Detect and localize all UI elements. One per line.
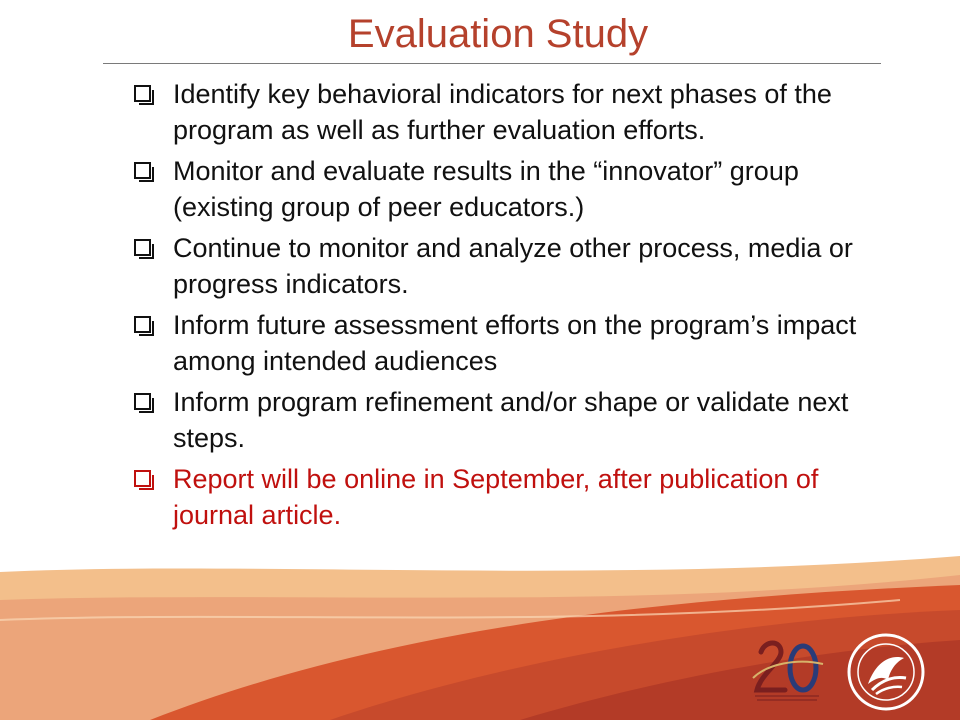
owh-20-logo-icon	[747, 634, 827, 706]
bullet-item	[128, 230, 858, 302]
checkbox-square-icon	[134, 162, 151, 179]
bullet-list	[128, 76, 858, 538]
bullet-text: Continue to monitor and analyze other process, media or progress indicators.	[173, 233, 853, 299]
bullet-text: Identify key behavioral indicators for next phases of the program as well as further evaluation efforts.	[173, 79, 832, 145]
checkbox-square-icon	[134, 239, 151, 256]
bullet-text: Monitor and evaluate results in the “innovator” group (existing group of peer educators.)	[173, 156, 799, 222]
bullet-item	[128, 153, 858, 225]
bullet-item	[128, 307, 858, 379]
title-divider	[103, 63, 881, 64]
slide-title: Evaluation Study	[347, 12, 649, 56]
hhs-seal-icon	[846, 632, 926, 712]
checkbox-square-icon	[134, 470, 151, 487]
bullet-text: Inform future assessment efforts on the program’s impact among intended audiences	[173, 310, 857, 376]
bullet-text: Report will be online in September, after publication of journal article.	[173, 464, 819, 530]
checkbox-square-icon	[134, 85, 151, 102]
bullet-item-highlight	[128, 461, 858, 533]
bullet-item	[128, 384, 858, 456]
checkbox-square-icon	[134, 316, 151, 333]
bullet-item	[128, 76, 858, 148]
checkbox-square-icon	[134, 393, 151, 410]
bullet-text: Inform program refinement and/or shape or validate next steps.	[173, 387, 849, 453]
